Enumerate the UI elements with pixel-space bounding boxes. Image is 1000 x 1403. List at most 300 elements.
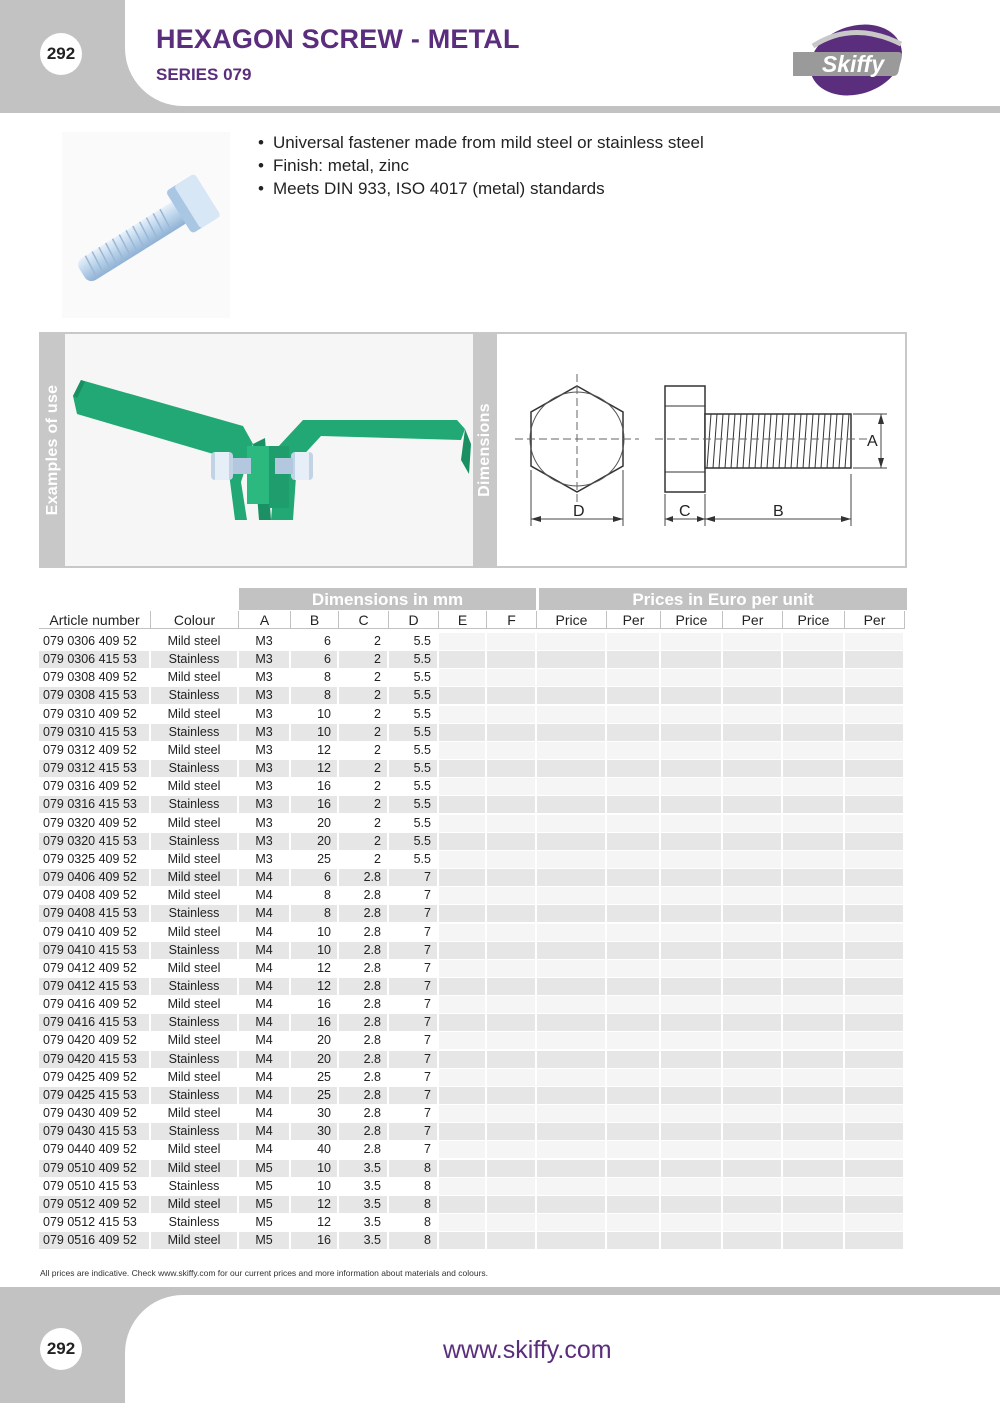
- empty-cell: [783, 1196, 843, 1213]
- empty-cell: [607, 851, 659, 868]
- empty-cell: [439, 924, 485, 941]
- empty-cell: [439, 687, 485, 704]
- empty-cell: [783, 1014, 843, 1031]
- table-cell: 079 0416 415 53: [39, 1014, 149, 1031]
- table-cell: 2.8: [363, 1069, 381, 1084]
- table-cell: 7: [424, 1033, 431, 1048]
- table-cell: 079 0410 409 52: [43, 924, 137, 939]
- table-cell: 3.5: [363, 1178, 381, 1193]
- table-cell: 5.5: [389, 724, 437, 741]
- empty-cell: [537, 651, 605, 668]
- empty-cell: [661, 706, 721, 723]
- page-title: HEXAGON SCREW - METAL: [156, 24, 520, 54]
- empty-cell: [487, 633, 535, 650]
- empty-cell: [783, 1123, 843, 1140]
- table-cell: Stainless: [151, 760, 237, 777]
- empty-cell: [661, 1214, 721, 1231]
- empty-cell: [487, 833, 535, 850]
- table-cell: 6: [324, 634, 331, 648]
- table-cell: Stainless: [151, 687, 237, 704]
- empty-cell: [723, 978, 781, 995]
- table-cell: 7: [424, 997, 431, 1012]
- empty-cell: [723, 833, 781, 850]
- empty-cell: [439, 633, 485, 650]
- empty-cell: [783, 833, 843, 850]
- table-row: [39, 651, 907, 669]
- empty-cell: [607, 1214, 659, 1231]
- empty-cell: [661, 1105, 721, 1122]
- table-cell: 079 0440 409 52: [43, 1142, 137, 1157]
- table-cell: M5: [239, 1196, 289, 1213]
- table-cell: Stainless: [151, 724, 237, 741]
- empty-cell: [723, 687, 781, 704]
- empty-cell: [607, 1196, 659, 1213]
- table-cell: M3: [255, 851, 273, 866]
- empty-cell: [723, 1069, 781, 1086]
- table-row: [39, 724, 907, 742]
- empty-cell: [607, 796, 659, 813]
- empty-cell: [607, 960, 659, 977]
- table-cell: Stainless: [151, 942, 237, 959]
- table-cell: 079 0412 415 53: [39, 978, 149, 995]
- column-header: B: [291, 611, 339, 629]
- empty-cell: [439, 815, 485, 832]
- empty-cell: [845, 833, 903, 850]
- table-cell: Stainless: [151, 978, 237, 995]
- footer-page-number-badge: 292: [40, 1328, 82, 1370]
- empty-cell: [487, 924, 535, 941]
- empty-cell: [845, 1123, 903, 1140]
- table-cell: M4: [239, 1087, 289, 1104]
- empty-cell: [661, 1069, 721, 1086]
- empty-cell: [661, 724, 721, 741]
- table-cell: 20: [317, 815, 331, 830]
- table-cell: 25: [291, 1087, 337, 1104]
- table-cell: M3: [255, 779, 273, 794]
- empty-cell: [661, 1051, 721, 1068]
- empty-cell: [845, 887, 903, 904]
- table-cell: 16: [291, 1014, 337, 1031]
- empty-cell: [439, 905, 485, 922]
- table-cell: 2.8: [339, 1123, 387, 1140]
- website-link[interactable]: www.skiffy.com: [443, 1336, 612, 1364]
- table-cell: 079 0412 409 52: [43, 960, 137, 975]
- table-cell: 079 0425 415 53: [39, 1087, 149, 1104]
- table-cell: 8: [389, 1196, 437, 1213]
- empty-cell: [487, 1160, 535, 1177]
- table-row: [39, 942, 907, 960]
- empty-cell: [783, 1232, 843, 1249]
- empty-cell: [783, 1051, 843, 1068]
- table-cell: 8: [324, 670, 331, 685]
- table-cell: 7: [424, 888, 431, 903]
- empty-cell: [661, 687, 721, 704]
- empty-cell: [487, 1051, 535, 1068]
- empty-cell: [845, 978, 903, 995]
- table-cell: 7: [389, 978, 437, 995]
- empty-cell: [845, 742, 903, 759]
- table-cell: 8: [424, 1215, 431, 1229]
- empty-cell: [661, 851, 721, 868]
- table-cell: 2.8: [339, 1051, 387, 1068]
- empty-cell: [439, 1105, 485, 1122]
- table-cell: Stainless: [151, 1014, 237, 1031]
- table-cell: 7: [424, 1106, 431, 1121]
- empty-cell: [661, 887, 721, 904]
- table-cell: 12: [317, 742, 331, 757]
- empty-cell: [487, 1105, 535, 1122]
- empty-cell: [537, 1232, 605, 1249]
- table-cell: 079 0406 409 52: [39, 869, 149, 886]
- table-cell: 20: [291, 1051, 337, 1068]
- empty-cell: [607, 1051, 659, 1068]
- empty-cell: [723, 778, 781, 795]
- table-cell: 2.8: [339, 905, 387, 922]
- table-row: [39, 1123, 907, 1141]
- empty-cell: [487, 669, 535, 686]
- table-cell: 7: [389, 1014, 437, 1031]
- table-cell: 12: [291, 978, 337, 995]
- table-cell: 8: [389, 1232, 437, 1249]
- empty-cell: [661, 905, 721, 922]
- table-cell: 2: [339, 833, 387, 850]
- empty-cell: [487, 1014, 535, 1031]
- empty-cell: [607, 833, 659, 850]
- empty-cell: [607, 869, 659, 886]
- empty-cell: [723, 1178, 781, 1195]
- table-cell: 5.5: [389, 760, 437, 777]
- table-cell: 10: [291, 724, 337, 741]
- table-cell: Mild steel: [167, 960, 221, 975]
- table-row: [39, 1214, 907, 1232]
- empty-cell: [439, 1178, 485, 1195]
- empty-cell: [783, 905, 843, 922]
- empty-cell: [783, 1069, 843, 1086]
- empty-cell: [783, 760, 843, 777]
- empty-cell: [783, 1214, 843, 1231]
- table-cell: Stainless: [151, 651, 237, 668]
- table-row: [39, 1105, 907, 1123]
- empty-cell: [723, 942, 781, 959]
- empty-cell: [487, 1232, 535, 1249]
- empty-cell: [845, 724, 903, 741]
- table-cell: 16: [317, 997, 331, 1012]
- table-cell: M3: [239, 833, 289, 850]
- empty-cell: [487, 996, 535, 1013]
- empty-cell: [487, 815, 535, 832]
- prices-group-header: Prices in Euro per unit: [539, 588, 907, 610]
- column-header: D: [389, 611, 439, 629]
- empty-cell: [439, 1014, 485, 1031]
- table-cell: 2.8: [363, 888, 381, 903]
- table-cell: M5: [255, 1215, 273, 1229]
- empty-cell: [723, 760, 781, 777]
- empty-cell: [845, 796, 903, 813]
- feature-item: • Meets DIN 933, ISO 4017 (metal) standards: [258, 177, 704, 200]
- empty-cell: [537, 851, 605, 868]
- table-cell: 25: [317, 1069, 331, 1084]
- table-group-header: [39, 588, 907, 610]
- table-cell: M3: [255, 670, 273, 685]
- empty-cell: [607, 924, 659, 941]
- table-cell: 10: [291, 1160, 337, 1177]
- table-row: [39, 996, 907, 1014]
- table-cell: 8: [424, 1178, 431, 1193]
- empty-cell: [783, 742, 843, 759]
- table-cell: 16: [291, 796, 337, 813]
- table-cell: Mild steel: [151, 1160, 237, 1177]
- empty-cell: [439, 796, 485, 813]
- table-cell: 2.8: [339, 942, 387, 959]
- empty-cell: [537, 1214, 605, 1231]
- table-row: [39, 960, 907, 978]
- table-cell: 7: [424, 924, 431, 939]
- table-cell: 079 0430 409 52: [43, 1106, 137, 1121]
- empty-cell: [783, 687, 843, 704]
- empty-cell: [607, 633, 659, 650]
- empty-cell: [537, 1105, 605, 1122]
- table-cell: 5.5: [389, 651, 437, 668]
- empty-cell: [661, 978, 721, 995]
- table-cell: 12: [317, 1215, 331, 1229]
- example-of-use-image: [65, 334, 473, 566]
- empty-cell: [661, 1141, 721, 1158]
- empty-cell: [723, 996, 781, 1013]
- empty-cell: [845, 778, 903, 795]
- table-cell: Mild steel: [167, 997, 221, 1012]
- table-row: [39, 760, 907, 778]
- column-header: Price: [783, 611, 845, 629]
- empty-cell: [607, 1105, 659, 1122]
- empty-cell: [845, 1032, 903, 1049]
- table-cell: 5.5: [389, 796, 437, 813]
- table-cell: M3: [255, 634, 273, 648]
- table-cell: 12: [317, 960, 331, 975]
- empty-cell: [661, 1178, 721, 1195]
- table-cell: 6: [291, 869, 337, 886]
- svg-text:A: A: [867, 433, 878, 450]
- table-cell: 7: [389, 869, 437, 886]
- table-cell: Mild steel: [167, 1106, 221, 1121]
- table-cell: 2: [374, 851, 381, 866]
- feature-item: • Universal fastener made from mild steel or stainless steel: [258, 131, 704, 154]
- empty-cell: [439, 1196, 485, 1213]
- empty-cell: [607, 942, 659, 959]
- empty-cell: [537, 1160, 605, 1177]
- empty-cell: [783, 778, 843, 795]
- empty-cell: [661, 742, 721, 759]
- empty-cell: [537, 669, 605, 686]
- table-cell: 8: [291, 687, 337, 704]
- table-cell: 079 0325 409 52: [43, 851, 137, 866]
- table-row: [39, 1160, 907, 1178]
- empty-cell: [607, 1160, 659, 1177]
- empty-cell: [723, 706, 781, 723]
- table-cell: 079 0510 409 52: [39, 1160, 149, 1177]
- table-cell: 2: [374, 815, 381, 830]
- table-cell: 3.5: [339, 1232, 387, 1249]
- table-cell: 25: [317, 851, 331, 866]
- empty-cell: [661, 833, 721, 850]
- empty-cell: [845, 1069, 903, 1086]
- table-cell: 079 0320 415 53: [39, 833, 149, 850]
- table-cell: Stainless: [151, 1123, 237, 1140]
- table-cell: Mild steel: [167, 924, 221, 939]
- table-cell: M4: [255, 1106, 273, 1121]
- empty-cell: [661, 633, 721, 650]
- empty-cell: [439, 1087, 485, 1104]
- empty-cell: [783, 942, 843, 959]
- empty-cell: [845, 924, 903, 941]
- table-cell: 7: [389, 942, 437, 959]
- empty-cell: [845, 960, 903, 977]
- empty-cell: [845, 942, 903, 959]
- empty-cell: [537, 978, 605, 995]
- empty-cell: [537, 1069, 605, 1086]
- empty-cell: [537, 1196, 605, 1213]
- price-footnote: All prices are indicative. Check www.skiffy.com for our current prices and more information about materials and colours.: [40, 1268, 489, 1278]
- empty-cell: [661, 778, 721, 795]
- empty-cell: [537, 960, 605, 977]
- empty-cell: [487, 960, 535, 977]
- empty-cell: [845, 633, 903, 650]
- empty-cell: [723, 924, 781, 941]
- table-cell: M3: [239, 760, 289, 777]
- logo-text: Skiffy: [821, 51, 885, 77]
- empty-cell: [783, 669, 843, 686]
- table-cell: M4: [239, 1123, 289, 1140]
- table-cell: M3: [255, 742, 273, 757]
- table-cell: 5.5: [389, 833, 437, 850]
- empty-cell: [661, 651, 721, 668]
- table-row: [39, 905, 907, 923]
- empty-cell: [845, 1141, 903, 1158]
- empty-cell: [845, 651, 903, 668]
- hex-screw-image: [62, 132, 230, 318]
- table-cell: Stainless: [168, 1178, 220, 1193]
- table-cell: 079 0306 415 53: [39, 651, 149, 668]
- empty-cell: [537, 905, 605, 922]
- empty-cell: [723, 1051, 781, 1068]
- empty-cell: [439, 1141, 485, 1158]
- empty-cell: [845, 687, 903, 704]
- svg-text:D: D: [573, 503, 585, 520]
- table-cell: Mild steel: [167, 815, 221, 830]
- empty-cell: [537, 869, 605, 886]
- table-cell: 2.8: [339, 978, 387, 995]
- empty-cell: [439, 1123, 485, 1140]
- empty-cell: [487, 760, 535, 777]
- empty-cell: [845, 1160, 903, 1177]
- empty-cell: [439, 760, 485, 777]
- empty-cell: [783, 633, 843, 650]
- table-cell: 2.8: [363, 1142, 381, 1157]
- table-cell: M4: [255, 888, 273, 903]
- empty-cell: [487, 1196, 535, 1213]
- table-row: [39, 1069, 907, 1087]
- empty-cell: [537, 724, 605, 741]
- empty-cell: [607, 996, 659, 1013]
- empty-cell: [661, 1123, 721, 1140]
- empty-cell: [607, 978, 659, 995]
- empty-cell: [439, 778, 485, 795]
- table-body: [39, 633, 907, 1250]
- empty-cell: [487, 1214, 535, 1231]
- table-cell: Mild steel: [167, 851, 221, 866]
- empty-cell: [439, 869, 485, 886]
- table-cell: Stainless: [151, 1087, 237, 1104]
- empty-cell: [661, 960, 721, 977]
- empty-cell: [487, 1141, 535, 1158]
- table-row: [39, 796, 907, 814]
- empty-cell: [661, 869, 721, 886]
- empty-cell: [537, 760, 605, 777]
- empty-cell: [661, 1232, 721, 1249]
- empty-cell: [845, 1178, 903, 1195]
- empty-cell: [537, 687, 605, 704]
- empty-cell: [783, 1105, 843, 1122]
- empty-cell: [607, 815, 659, 832]
- skiffy-logo: [793, 22, 911, 100]
- empty-cell: [487, 942, 535, 959]
- table-cell: 2: [374, 742, 381, 757]
- table-row: [39, 742, 907, 760]
- empty-cell: [783, 996, 843, 1013]
- table-cell: M4: [239, 1051, 289, 1068]
- empty-cell: [723, 724, 781, 741]
- table-cell: Mild steel: [167, 779, 221, 794]
- feature-item: • Finish: metal, zinc: [258, 154, 704, 177]
- empty-cell: [439, 706, 485, 723]
- illustration-panel: [39, 332, 907, 568]
- empty-cell: [723, 905, 781, 922]
- empty-cell: [487, 869, 535, 886]
- table-cell: 5.5: [413, 779, 431, 794]
- table-cell: 079 0420 409 52: [43, 1033, 137, 1048]
- empty-cell: [845, 1014, 903, 1031]
- empty-cell: [723, 960, 781, 977]
- table-cell: M4: [255, 924, 273, 939]
- empty-cell: [439, 1214, 485, 1231]
- empty-cell: [439, 960, 485, 977]
- empty-cell: [661, 996, 721, 1013]
- empty-cell: [661, 924, 721, 941]
- table-cell: 5.5: [389, 687, 437, 704]
- column-header: C: [339, 611, 389, 629]
- empty-cell: [723, 1214, 781, 1231]
- empty-cell: [537, 942, 605, 959]
- table-cell: 12: [291, 760, 337, 777]
- table-cell: 079 0316 409 52: [43, 779, 137, 794]
- table-cell: Mild steel: [167, 888, 221, 903]
- empty-cell: [537, 833, 605, 850]
- empty-cell: [537, 1141, 605, 1158]
- empty-cell: [607, 1069, 659, 1086]
- empty-cell: [439, 724, 485, 741]
- table-cell: 5.5: [413, 670, 431, 685]
- empty-cell: [783, 887, 843, 904]
- empty-cell: [845, 869, 903, 886]
- table-row: [39, 869, 907, 887]
- empty-cell: [783, 851, 843, 868]
- svg-text:B: B: [773, 503, 784, 520]
- table-cell: 8: [389, 1160, 437, 1177]
- table-cell: M3: [239, 796, 289, 813]
- empty-cell: [783, 815, 843, 832]
- table-cell: Mild steel: [167, 742, 221, 757]
- table-cell: 079 0408 409 52: [43, 888, 137, 903]
- empty-cell: [783, 1032, 843, 1049]
